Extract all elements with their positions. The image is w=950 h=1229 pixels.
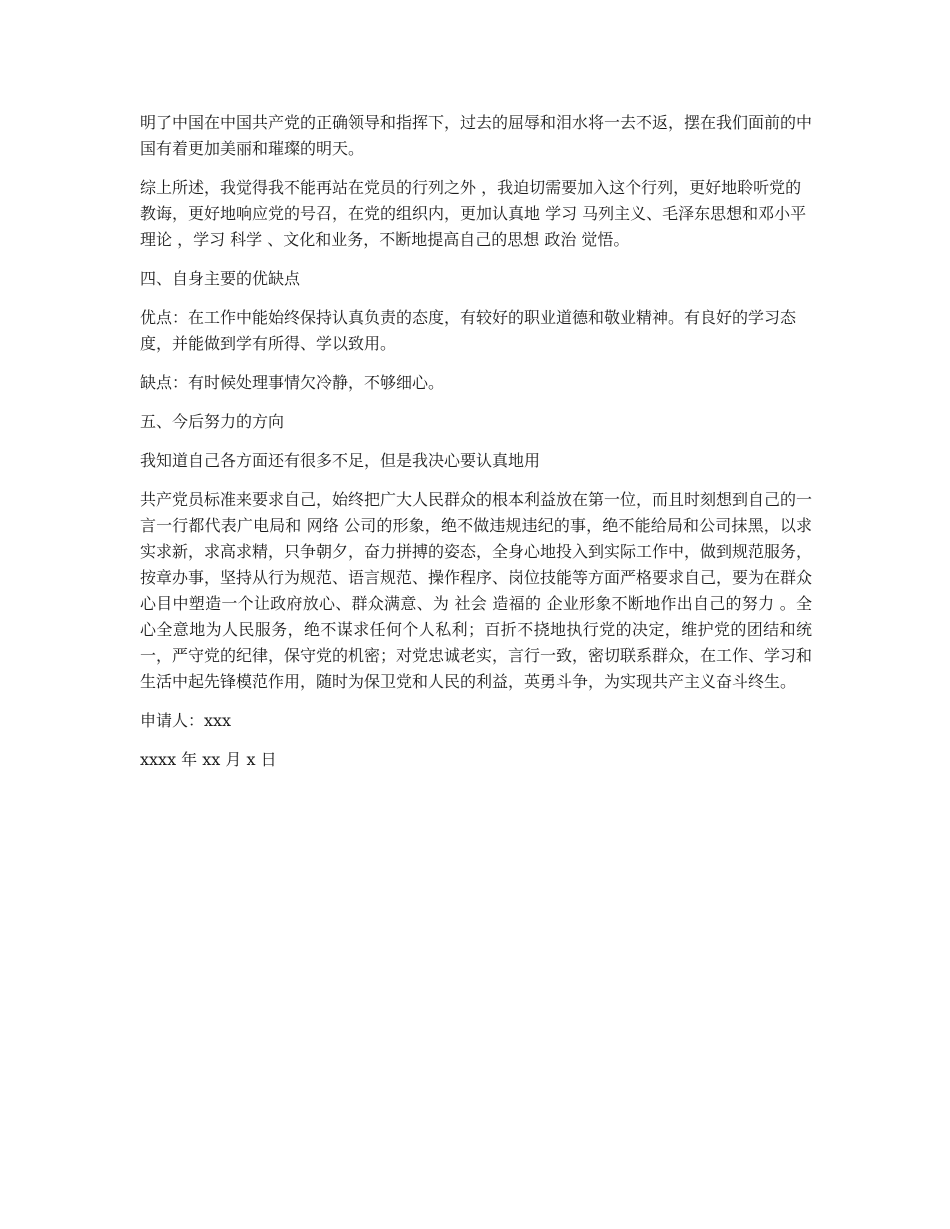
paragraph-weaknesses: 缺点：有时候处理事情欠冷静，不够细心。 — [140, 373, 445, 392]
applicant-signature: 申请人：xxx — [140, 711, 232, 730]
section-heading-strengths-weaknesses: 四、自身主要的优缺点 — [140, 269, 301, 288]
paragraph-strengths: 优点：在工作中能始终保持认真负责的态度，有较好的职业道德和敬业精神。有良好的学习态度，并能做到学有所得、学以致用。 — [140, 308, 797, 353]
section-heading-future-direction: 五、今后努力的方向 — [140, 412, 285, 431]
paragraph-resolution-body: 共产党员标准来要求自己，始终把广大人民群众的根本利益放在第一位，而且时刻想到自己的一言一行都代表广电局和 网络 公司的形象，绝不做违规违纪的事，绝不能给局和公司抹黑，以求实求新，求高求精，只争朝夕，奋力拼搏的姿态，全身心地投入到实际工作中，做到规范服务，按章办事，坚持从行为规范、语言规范、操作程序、岗位技能等方面严格要求自己，要为在群众心目中塑造一个让政府放心、群众满意、为 社会 造福的 企业形象不断地作出自己的努力 。全心全意地为人民服务，绝不谋求任何个人私利；百折不挠地执行党的决定，维护党的团结和统一，严守党的纪律，保守党的机密；对党忠诚老实，言行一致，密切联系群众，在工作、学习和生活中起先锋模范作用，随时为保卫党和人民的利益，英勇斗争，为实现共产主义奋斗终生。 — [140, 490, 813, 691]
application-date: xxxx 年 xx 月 x 日 — [140, 750, 277, 769]
document-body — [140, 110, 812, 786]
paragraph-resolution-intro: 我知道自己各方面还有很多不足，但是我决心要认真地用 — [140, 451, 541, 470]
paragraph-summary: 综上所述，我觉得我不能再站在党员的行列之外 ，我迫切需要加入这个行列，更好地聆听党的教诲，更好地响应党的号召，在党的组织内，更加认真地 学习 马列主义、毛泽东思想和邓小平 理论 ，学习 科学 、文化和业务，不断地提高自己的思想 政治 觉悟。 — [140, 178, 807, 249]
paragraph-conclusion-continued: 明了中国在中国共产党的正确领导和指挥下，过去的屈辱和泪水将一去不返，摆在我们面前的中国有着更加美丽和璀璨的明天。 — [140, 113, 813, 158]
